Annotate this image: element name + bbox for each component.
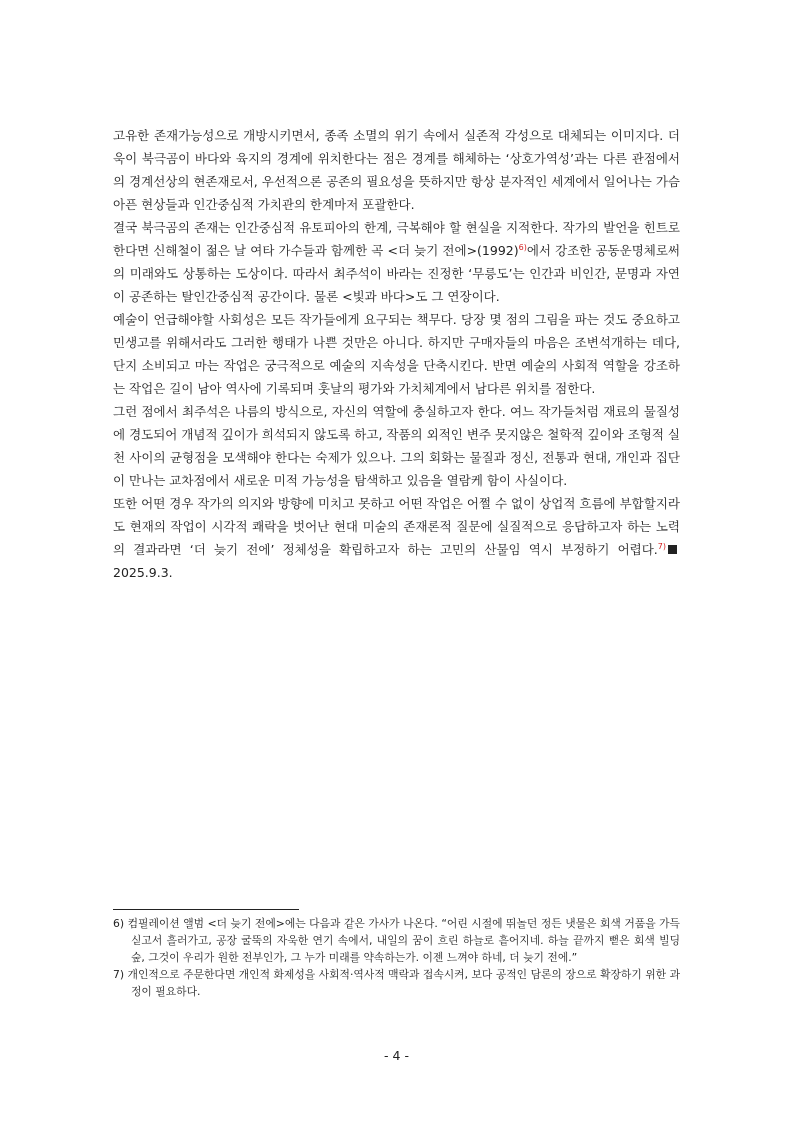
footnote-6: 6) 컴필레이션 앨범 <더 늦기 전에>에는 다음과 같은 가사가 나온다. “어린 시절에 뛰놀던 정든 냇물은 회색 거품을 가득 싣고서 흘러가고, 공장 굴뚝의 자욱한 연기 속에서, 내일의 꿈이 흐린 하늘로 흩어지네. 하늘 끝까지 뻗은 회색 빌딩 숲, 그것이 우리가 원한 전부인가, 그 누가 미래를 약속하는가. 이젠 느껴야 하네, 더 늦기 전에.” — [113, 917, 680, 964]
footnote-7: 7) 개인적으로 주문한다면 개인적 화제성을 사회적·역사적 맥락과 접속시켜, 보다 공적인 담론의 장으로 확장하기 위한 과정이 필요하다. — [113, 968, 680, 998]
paragraph — [113, 492, 680, 584]
paragraph-text: 또한 어떤 경우 작가의 의지와 방향에 미치고 못하고 어떤 작업은 어쩔 수 없이 상업적 흐름에 부합할지라도 현재의 작업이 시각적 쾌락을 벗어난 현대 미술의 존재론적 질문에 실질적으로 응답하고자 하는 노력의 결과라면 ‘더 늦기 전에’ 정체성을 확립하고자 하는 고민의 산물임 역시 부정하기 어렵다. — [113, 496, 680, 557]
paragraph: 예술이 언급해야할 사회성은 모든 작가들에게 요구되는 책무다. 당장 몇 점의 그림을 파는 것도 중요하고 민생고를 위해서라도 그러한 행태가 나쁜 것만은 아니다. 하지만 구매자들의 마음은 조변석개하는 데다, 단지 소비되고 마는 작업은 궁극적으로 예술의 지속성을 단축시킨다. 반면 예술의 사회적 역할을 강조하는 작업은 길이 남아 역사에 기록되며 훗날의 평가와 가치체계에서 남다른 위치를 점한다. — [113, 312, 680, 396]
date: 2025.9.3. — [113, 565, 173, 580]
paragraph — [113, 216, 680, 308]
footnote-ref-6[interactable]: 6) — [518, 242, 527, 252]
paragraph: 그런 점에서 최주석은 나름의 방식으로, 자신의 역할에 충실하고자 한다. 여느 작가들처럼 재료의 물질성에 경도되어 개념적 깊이가 희석되지 않도록 하고, 작품의 외적인 변주 못지않은 철학적 깊이와 조형적 실천 사이의 균형점을 모색해야 한다는 숙제가 있으나. 그의 회화는 물질과 정신, 전통과 현대, 개인과 집단이 만나는 교차점에서 새로운 미적 가능성을 탐색하고 있음을 열람케 함이 사실이다. — [113, 404, 680, 488]
footnotes — [113, 915, 680, 1000]
end-square-icon — [668, 545, 677, 554]
footnote-ref-7[interactable]: 7) — [657, 541, 666, 551]
main-body-text — [113, 124, 680, 584]
paragraph-text: 결국 북극곰의 존재는 인간중심적 유토피아의 한계, 극복해야 할 현실을 지적한다. 작가의 발언을 힌트로 한다면 신해철이 젊은 날 여타 가수들과 함께한 곡 <더 늦기 전에>(1992) — [113, 220, 680, 258]
paragraph-text: 에서 강조한 공동운명체로써의 미래와도 상통하는 도상이다. 따라서 최주석이 바라는 진정한 ‘무릉도’는 인간과 비인간, 문명과 자연이 공존하는 탈인간중심적 공간이다. 물론 <빛과 바다>도 그 연장이다. — [113, 243, 680, 304]
paragraph: 고유한 존재가능성으로 개방시키면서, 종족 소멸의 위기 속에서 실존적 각성으로 대체되는 이미지다. 더욱이 북극곰이 바다와 육지의 경계에 위치한다는 점은 경계를 해체하는 ‘상호가역성’과는 다른 관점에서의 경계선상의 현존재로서, 우선적으론 공존의 필요성을 뜻하지만 항상 분자적인 세계에서 일어나는 가슴 아픈 현상들과 인간중심적 가치관의 한계마저 포괄한다. — [113, 128, 680, 212]
footnote-divider — [113, 909, 299, 910]
page-number: - 4 - — [384, 1048, 409, 1063]
